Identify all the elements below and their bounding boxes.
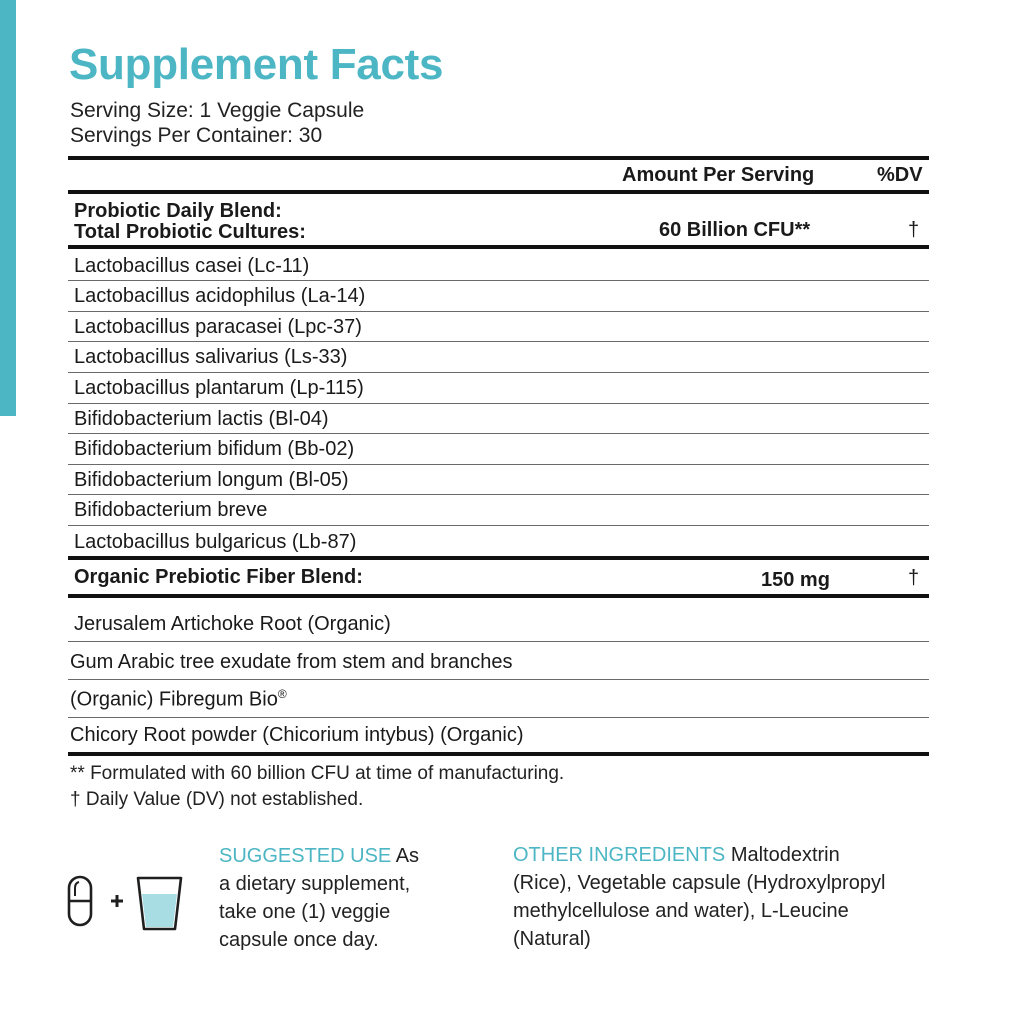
prebiotic-rule-bottom [68,594,929,598]
other-ingredients-block [513,841,973,953]
list-item: Lactobacillus paracasei (Lpc-37) [74,316,362,338]
list-item: Jerusalem Artichoke Root (Organic) [74,613,391,635]
list-item: Lactobacillus salivarius (Ls-33) [74,346,348,368]
other-ingredients-line: (Rice), Vegetable capsule (Hydroxylpropyl [513,872,886,894]
probiotic-blend-label: Probiotic Daily Blend: [74,200,282,222]
list-item: Gum Arabic tree exudate from stem and branches [70,651,513,673]
list-item: Lactobacillus plantarum (Lp-115) [74,377,364,399]
header-rule [68,190,929,194]
list-item: Bifidobacterium longum (Bl-05) [74,469,349,491]
row-divider [68,717,929,718]
row-divider [68,372,929,373]
water-glass-icon [138,878,181,929]
row-divider [68,641,929,642]
prebiotic-blend-label: Organic Prebiotic Fiber Blend: [74,566,363,588]
prebiotic-amount: 150 mg [761,569,830,591]
plus-icon [111,895,123,907]
registered-mark: ® [277,687,287,701]
row-divider [68,525,929,526]
header-amount-per-serving: Amount Per Serving [622,164,815,186]
suggested-use-heading: SUGGESTED USE [219,845,392,867]
serving-size: Serving Size: 1 Veggie Capsule [70,99,365,122]
list-item: Bifidobacterium bifidum (Bb-02) [74,438,355,460]
page-title: Supplement Facts [69,40,444,89]
capsule-icon [69,877,91,925]
dosage-illustration [62,868,192,934]
suggested-use-line: capsule once day. [219,929,379,951]
other-ingredients-line: (Natural) [513,928,591,950]
row-divider [68,341,929,342]
probiotic-dv: † [908,219,920,241]
probiotic-rule [68,245,929,249]
table-bottom-rule [68,752,929,756]
probiotic-cultures-label: Total Probiotic Cultures: [74,221,306,243]
header-dv: %DV [877,164,923,186]
suggested-use-line: As [395,845,420,867]
other-ingredients-line: methylcellulose and water), L-Leucine [513,900,849,922]
prebiotic-rule-top [68,556,929,560]
row-divider [68,311,929,312]
row-divider [68,280,929,281]
row-divider [68,464,929,465]
list-item: Bifidobacterium breve [74,499,268,521]
suggested-use-line: take one (1) veggie [219,901,391,923]
probiotic-amount: 60 Billion CFU** [659,219,811,241]
footnote-cfu: ** Formulated with 60 billion CFU at time of manufacturing. [70,763,565,784]
table-top-rule [68,156,929,160]
other-ingredients-line: Maltodextrin [730,844,840,866]
row-divider [68,403,929,404]
row-divider [68,494,929,495]
list-item: Lactobacillus bulgaricus (Lb-87) [74,531,357,553]
other-ingredients-heading: OTHER INGREDIENTS [513,844,726,866]
list-item: Chicory Root powder (Chicorium intybus) (Organic) [70,724,524,746]
accent-bar [0,0,16,416]
row-divider [68,679,929,680]
footnote-dv: † Daily Value (DV) not established. [70,789,364,810]
list-item: Bifidobacterium lactis (Bl-04) [74,408,329,430]
servings-per-container: Servings Per Container: 30 [70,124,323,147]
fibregum-label: (Organic) Fibregum Bio [70,688,278,711]
list-item: Lactobacillus acidophilus (La-14) [74,285,366,307]
prebiotic-dv: † [908,567,920,589]
list-item: Lactobacillus casei (Lc-11) [74,255,310,277]
suggested-use-line: a dietary supplement, [219,873,411,895]
list-item [70,687,287,712]
row-divider [68,433,929,434]
suggested-use-block [219,842,469,954]
